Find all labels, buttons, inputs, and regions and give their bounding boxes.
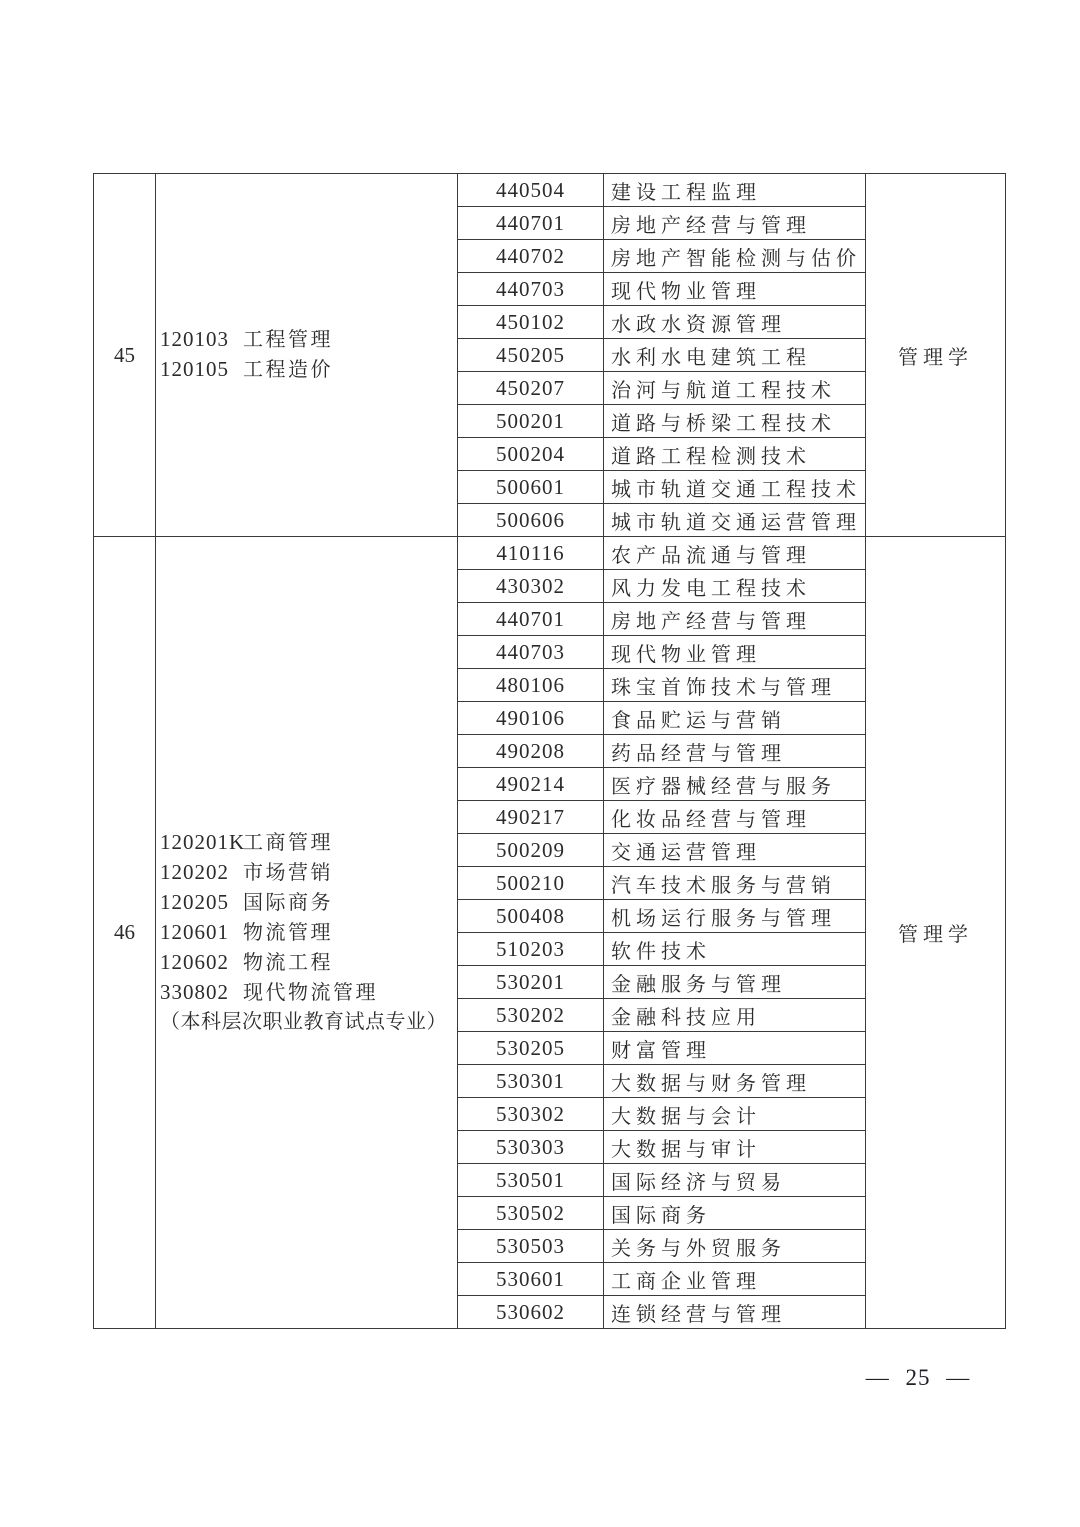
specialty-code: 450207	[458, 372, 604, 405]
major-line	[160, 355, 455, 385]
specialty-code: 410116	[458, 537, 604, 570]
specialty-code: 510203	[458, 933, 604, 966]
specialty-name: 药品经营与管理	[604, 735, 866, 768]
specialty-code: 450102	[458, 306, 604, 339]
specialty-name: 治河与航道工程技术	[604, 372, 866, 405]
specialty-code: 530302	[458, 1098, 604, 1131]
group-row-number: 45	[94, 174, 156, 537]
majors-mapping-table	[93, 173, 1006, 1329]
specialty-name: 交通运营管理	[604, 834, 866, 867]
specialty-name: 道路与桥梁工程技术	[604, 405, 866, 438]
majors-note: （本科层次职业教育试点专业）	[160, 1011, 447, 1033]
degree-category: 管理学	[866, 537, 1006, 1329]
major-code: 120205	[160, 890, 229, 914]
specialty-code: 440504	[458, 174, 604, 207]
major-code: 120602	[160, 950, 229, 974]
specialty-code: 450205	[458, 339, 604, 372]
specialty-code: 530202	[458, 999, 604, 1032]
major-name: 物流管理	[243, 922, 333, 944]
specialty-code: 530205	[458, 1032, 604, 1065]
specialty-name: 金融科技应用	[604, 999, 866, 1032]
specialty-name: 国际商务	[604, 1197, 866, 1230]
specialty-code: 440702	[458, 240, 604, 273]
table-row	[94, 537, 1006, 570]
specialty-code: 530303	[458, 1131, 604, 1164]
specialty-name: 城市轨道交通工程技术	[604, 471, 866, 504]
major-line	[160, 978, 455, 1008]
major-name: 工程造价	[243, 359, 333, 381]
specialty-code: 530201	[458, 966, 604, 999]
specialty-code: 530301	[458, 1065, 604, 1098]
major-line	[160, 918, 455, 948]
specialty-code: 500601	[458, 471, 604, 504]
specialty-name: 食品贮运与营销	[604, 702, 866, 735]
undergraduate-majors-cell	[156, 174, 458, 537]
major-code: 120201K	[160, 830, 246, 854]
specialty-name: 汽车技术服务与营销	[604, 867, 866, 900]
specialty-name: 道路工程检测技术	[604, 438, 866, 471]
specialty-code: 490217	[458, 801, 604, 834]
specialty-name: 关务与外贸服务	[604, 1230, 866, 1263]
specialty-name: 现代物业管理	[604, 636, 866, 669]
specialty-code: 500606	[458, 504, 604, 537]
major-name: 工程管理	[243, 329, 333, 351]
major-code: 120202	[160, 860, 229, 884]
specialty-name: 水政水资源管理	[604, 306, 866, 339]
major-name: 工商管理	[243, 832, 333, 854]
specialty-code: 480106	[458, 669, 604, 702]
major-line	[160, 325, 455, 355]
specialty-code: 530503	[458, 1230, 604, 1263]
major-name: 市场营销	[243, 862, 333, 884]
specialty-code: 530601	[458, 1263, 604, 1296]
degree-category: 管理学	[866, 174, 1006, 537]
specialty-name: 金融服务与管理	[604, 966, 866, 999]
specialty-name: 国际经济与贸易	[604, 1164, 866, 1197]
major-line	[160, 888, 455, 918]
specialty-code: 440703	[458, 273, 604, 306]
specialty-code: 440701	[458, 207, 604, 240]
specialty-name: 大数据与财务管理	[604, 1065, 866, 1098]
major-line	[160, 948, 455, 978]
group-row-number: 46	[94, 537, 156, 1329]
major-line	[160, 828, 455, 858]
specialty-code: 490214	[458, 768, 604, 801]
specialty-name: 医疗器械经营与服务	[604, 768, 866, 801]
specialty-name: 工商企业管理	[604, 1263, 866, 1296]
specialty-code: 430302	[458, 570, 604, 603]
major-code: 120103	[160, 327, 229, 351]
major-code: 330802	[160, 980, 229, 1004]
specialty-name: 农产品流通与管理	[604, 537, 866, 570]
specialty-code: 440701	[458, 603, 604, 636]
specialty-name: 城市轨道交通运营管理	[604, 504, 866, 537]
page-number: — 25 —	[865, 1365, 971, 1390]
major-name: 国际商务	[243, 892, 333, 914]
specialty-name: 大数据与审计	[604, 1131, 866, 1164]
specialty-name: 财富管理	[604, 1032, 866, 1065]
major-code: 120601	[160, 920, 229, 944]
specialty-code: 500210	[458, 867, 604, 900]
specialty-name: 水利水电建筑工程	[604, 339, 866, 372]
specialty-code: 500408	[458, 900, 604, 933]
specialty-name: 珠宝首饰技术与管理	[604, 669, 866, 702]
specialty-code: 500204	[458, 438, 604, 471]
specialty-name: 房地产智能检测与估价	[604, 240, 866, 273]
major-code: 120105	[160, 357, 229, 381]
table-row	[94, 174, 1006, 207]
undergraduate-majors-cell	[156, 537, 458, 1329]
specialty-code: 440703	[458, 636, 604, 669]
specialty-name: 大数据与会计	[604, 1098, 866, 1131]
specialty-code: 530602	[458, 1296, 604, 1329]
specialty-name: 机场运行服务与管理	[604, 900, 866, 933]
specialty-name: 建设工程监理	[604, 174, 866, 207]
major-name: 物流工程	[243, 952, 333, 974]
specialty-code: 530502	[458, 1197, 604, 1230]
specialty-code: 500209	[458, 834, 604, 867]
specialty-code: 500201	[458, 405, 604, 438]
specialty-code: 530501	[458, 1164, 604, 1197]
specialty-name: 房地产经营与管理	[604, 603, 866, 636]
major-name: 现代物流管理	[243, 982, 378, 1004]
specialty-code: 490208	[458, 735, 604, 768]
specialty-name: 连锁经营与管理	[604, 1296, 866, 1329]
specialty-name: 现代物业管理	[604, 273, 866, 306]
major-line	[160, 858, 455, 888]
specialty-name: 风力发电工程技术	[604, 570, 866, 603]
specialty-name: 化妆品经营与管理	[604, 801, 866, 834]
specialty-name: 软件技术	[604, 933, 866, 966]
specialty-name: 房地产经营与管理	[604, 207, 866, 240]
specialty-code: 490106	[458, 702, 604, 735]
